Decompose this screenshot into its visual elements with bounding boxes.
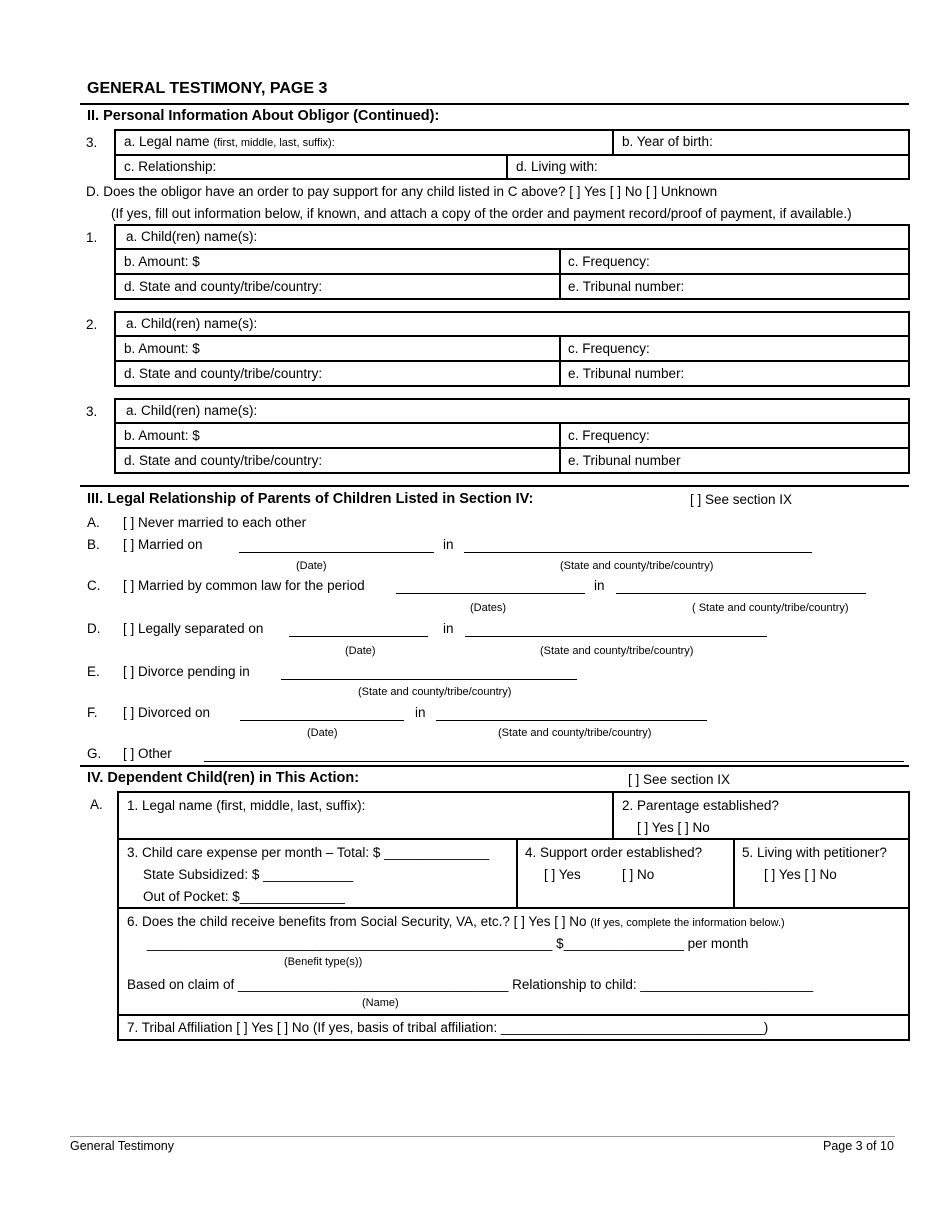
married-date-line[interactable] bbox=[239, 552, 434, 553]
children-names-field[interactable]: a. Child(ren) name(s): bbox=[126, 403, 258, 418]
common-law-dates-line[interactable] bbox=[396, 593, 585, 594]
benefits-note: (If yes, complete the information below.) bbox=[590, 917, 785, 929]
divorced-place-line[interactable] bbox=[436, 720, 707, 721]
item-letter: A. bbox=[87, 515, 100, 530]
state-subsidized-field[interactable]: State Subsidized: $ ____________ bbox=[143, 867, 354, 882]
place-caption: (State and county/tribe/country) bbox=[498, 727, 652, 739]
divider bbox=[114, 248, 910, 250]
divider bbox=[114, 447, 910, 449]
in-label: in bbox=[415, 705, 426, 720]
divider bbox=[114, 273, 910, 275]
footer-left: General Testimony bbox=[70, 1139, 174, 1153]
amount-field[interactable]: b. Amount: $ bbox=[124, 428, 200, 443]
order-number: 2. bbox=[86, 317, 98, 332]
item-letter: A. bbox=[90, 797, 103, 812]
living-with-petitioner-label: 5. Living with petitioner? bbox=[742, 845, 887, 860]
benefit-type-line[interactable]: ______________________________________________________ $________________ per month bbox=[147, 936, 749, 951]
legal-name-label: a. Legal name bbox=[124, 134, 210, 149]
divorced-date-line[interactable] bbox=[240, 720, 404, 721]
married-on-checkbox[interactable]: [ ] Married on bbox=[123, 537, 203, 552]
section-4-heading: IV. Dependent Child(ren) in This Action: bbox=[87, 770, 360, 786]
child-care-total-field[interactable]: 3. Child care expense per month – Total: $ ______________ bbox=[127, 845, 490, 860]
divorce-pending-checkbox[interactable]: [ ] Divorce pending in bbox=[123, 664, 250, 679]
item-letter: D. bbox=[87, 621, 101, 636]
section-3-heading: III. Legal Relationship of Parents of Children Listed in Section IV: bbox=[87, 491, 534, 507]
divider bbox=[117, 907, 910, 909]
see-section-ix-checkbox[interactable]: [ ] See section IX bbox=[628, 772, 731, 787]
frequency-field[interactable]: c. Frequency: bbox=[568, 341, 650, 356]
support-order-yes-checkbox[interactable]: [ ] Yes bbox=[544, 867, 581, 882]
year-of-birth-field[interactable]: b. Year of birth: bbox=[622, 134, 713, 149]
divider bbox=[117, 1014, 910, 1016]
section-4-rule bbox=[80, 765, 909, 767]
divider bbox=[114, 360, 910, 362]
children-names-field[interactable]: a. Child(ren) name(s): bbox=[126, 316, 258, 331]
frequency-field[interactable]: c. Frequency: bbox=[568, 428, 650, 443]
benefits-question[interactable] bbox=[119, 911, 793, 932]
order-number: 1. bbox=[86, 230, 98, 245]
name-caption: (Name) bbox=[362, 997, 399, 1009]
footer-page-number: Page 3 of 10 bbox=[823, 1139, 894, 1153]
item-letter: E. bbox=[87, 664, 100, 679]
in-label: in bbox=[443, 537, 454, 552]
benefit-type-caption: (Benefit type(s)) bbox=[284, 956, 363, 968]
place-caption: (State and county/tribe/country) bbox=[358, 686, 512, 698]
date-caption: (Date) bbox=[296, 560, 327, 572]
place-caption: (State and county/tribe/country) bbox=[560, 560, 714, 572]
place-caption: (State and county/tribe/country) bbox=[540, 645, 694, 657]
divider bbox=[117, 838, 910, 840]
tribunal-number-field[interactable]: e. Tribunal number: bbox=[568, 366, 685, 381]
see-section-ix-checkbox[interactable]: [ ] See section IX bbox=[690, 492, 793, 507]
legally-separated-checkbox[interactable]: [ ] Legally separated on bbox=[123, 621, 264, 636]
title-rule bbox=[80, 103, 909, 105]
support-order-no-checkbox[interactable]: [ ] No bbox=[622, 867, 655, 882]
living-with-petitioner-checkboxes[interactable]: [ ] Yes [ ] No bbox=[764, 867, 837, 882]
relationship-field[interactable]: c. Relationship: bbox=[124, 159, 217, 174]
living-with-field[interactable]: d. Living with: bbox=[516, 159, 598, 174]
parentage-label: 2. Parentage established? bbox=[622, 798, 779, 813]
support-order-question: D. Does the obligor have an order to pay support for any child listed in C above? [ ] Yes [ ] No [ ] Unknown bbox=[86, 184, 718, 199]
claim-relationship-line[interactable]: Based on claim of ____________________________________ Relationship to child: _______________________ bbox=[127, 977, 814, 992]
section-3-rule bbox=[80, 485, 909, 487]
divider bbox=[114, 335, 910, 337]
tribunal-number-field[interactable]: e. Tribunal number bbox=[568, 453, 681, 468]
support-order-note: (If yes, fill out information below, if known, and attach a copy of the order and payment record/proof of payment, if available.) bbox=[111, 206, 852, 221]
state-county-field[interactable]: d. State and county/tribe/country: bbox=[124, 453, 323, 468]
other-line[interactable] bbox=[204, 761, 904, 762]
never-married-checkbox[interactable]: [ ] Never married to each other bbox=[123, 515, 307, 530]
tribal-affiliation-field[interactable]: 7. Tribal Affiliation [ ] Yes [ ] No (If yes, basis of tribal affiliation: ___________________________________) bbox=[127, 1020, 769, 1035]
frequency-field[interactable]: c. Frequency: bbox=[568, 254, 650, 269]
footer-rule bbox=[70, 1136, 895, 1137]
amount-field[interactable]: b. Amount: $ bbox=[124, 341, 200, 356]
item-letter: B. bbox=[87, 537, 100, 552]
section-2-heading: II. Personal Information About Obligor (Continued): bbox=[87, 108, 440, 124]
dates-caption: (Dates) bbox=[470, 602, 507, 614]
state-county-field[interactable]: d. State and county/tribe/country: bbox=[124, 279, 323, 294]
state-county-field[interactable]: d. State and county/tribe/country: bbox=[124, 366, 323, 381]
married-place-line[interactable] bbox=[464, 552, 812, 553]
parentage-checkboxes[interactable]: [ ] Yes [ ] No bbox=[637, 820, 710, 835]
separated-date-line[interactable] bbox=[289, 636, 428, 637]
other-checkbox[interactable]: [ ] Other bbox=[123, 746, 172, 761]
separated-place-line[interactable] bbox=[465, 636, 767, 637]
amount-field[interactable]: b. Amount: $ bbox=[124, 254, 200, 269]
divorce-pending-place-line[interactable] bbox=[281, 679, 577, 680]
legal-name-field[interactable] bbox=[116, 131, 343, 152]
child-legal-name-field[interactable]: 1. Legal name (first, middle, last, suffix): bbox=[127, 798, 366, 813]
order-number: 3. bbox=[86, 404, 98, 419]
place-caption: ( State and county/tribe/country) bbox=[692, 602, 849, 614]
support-order-label: 4. Support order established? bbox=[525, 845, 703, 860]
item-letter: G. bbox=[87, 746, 102, 761]
item-letter: C. bbox=[87, 578, 101, 593]
tribunal-number-field[interactable]: e. Tribunal number: bbox=[568, 279, 685, 294]
legal-name-note: (first, middle, last, suffix): bbox=[213, 137, 335, 149]
date-caption: (Date) bbox=[345, 645, 376, 657]
row-number: 3. bbox=[86, 135, 98, 150]
date-caption: (Date) bbox=[307, 727, 338, 739]
out-of-pocket-field[interactable]: Out of Pocket: $______________ bbox=[143, 889, 345, 904]
item-letter: F. bbox=[87, 705, 98, 720]
common-law-checkbox[interactable]: [ ] Married by common law for the period bbox=[123, 578, 365, 593]
benefits-question-text: 6. Does the child receive benefits from Social Security, VA, etc.? [ ] Yes [ ] No bbox=[127, 914, 587, 929]
divorced-on-checkbox[interactable]: [ ] Divorced on bbox=[123, 705, 211, 720]
common-law-place-line[interactable] bbox=[616, 593, 866, 594]
divider bbox=[114, 422, 910, 424]
page-title: GENERAL TESTIMONY, PAGE 3 bbox=[87, 80, 328, 97]
in-label: in bbox=[443, 621, 454, 636]
in-label: in bbox=[594, 578, 605, 593]
children-names-field[interactable]: a. Child(ren) name(s): bbox=[126, 229, 258, 244]
